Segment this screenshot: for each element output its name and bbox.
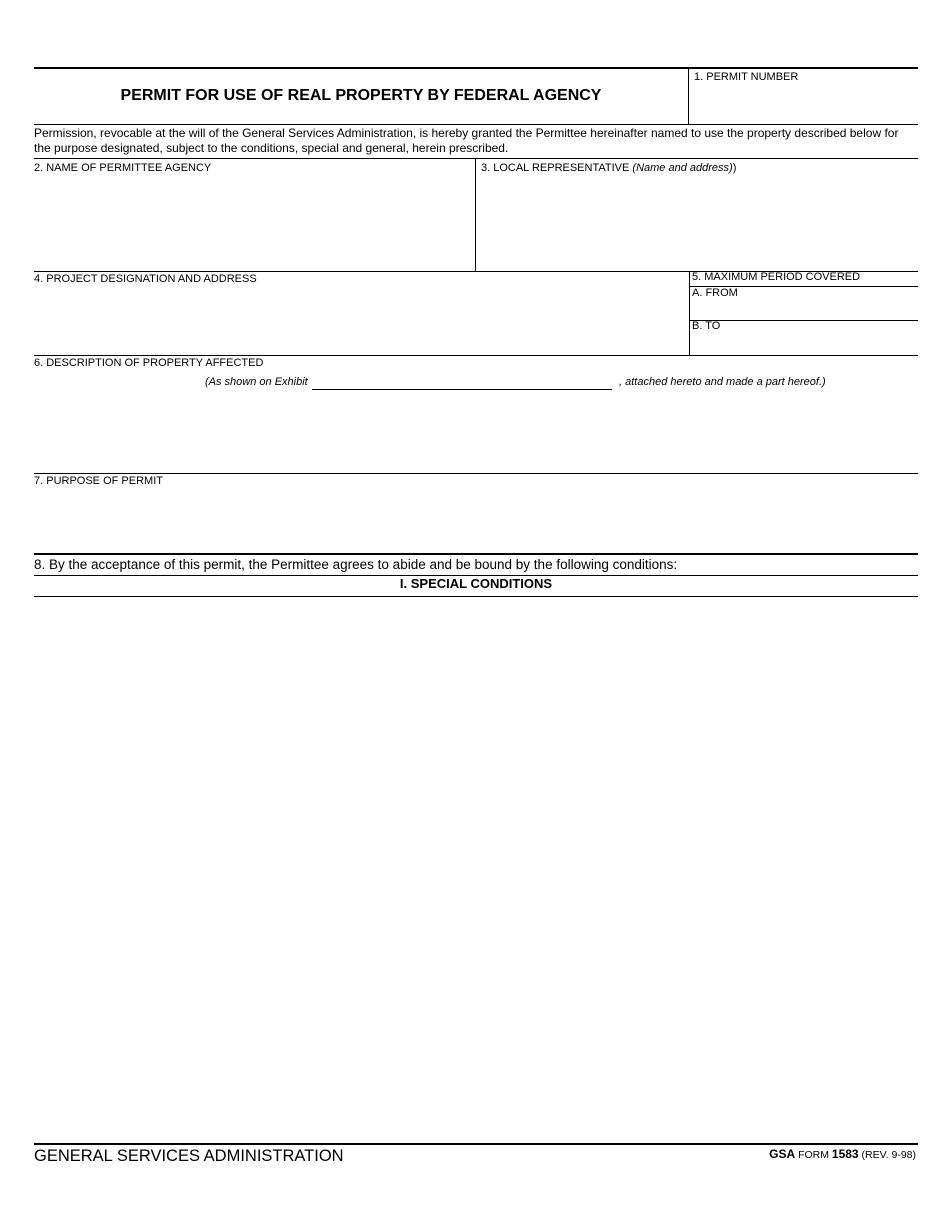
permittee-agency-label: 2. NAME OF PERMITTEE AGENCY bbox=[34, 162, 212, 174]
local-representative-field[interactable] bbox=[478, 178, 916, 268]
project-designation-field[interactable] bbox=[36, 288, 684, 352]
purpose-label: 7. PURPOSE OF PERMIT bbox=[34, 475, 163, 487]
footer-revision: (REV. 9-98) bbox=[858, 1149, 916, 1161]
row4-bottom-rule bbox=[34, 355, 918, 356]
permittee-agency-field[interactable] bbox=[36, 178, 472, 268]
local-representative-note-close: ) bbox=[732, 162, 737, 174]
exhibit-prefix: (As shown on Exhibit bbox=[205, 376, 308, 388]
exhibit-field[interactable] bbox=[312, 374, 612, 389]
permit-number-field[interactable] bbox=[690, 86, 916, 122]
to-field[interactable] bbox=[692, 334, 916, 353]
from-to-rule bbox=[689, 320, 918, 321]
exhibit-underline bbox=[312, 389, 612, 390]
project-designation-label: 4. PROJECT DESIGNATION AND ADDRESS bbox=[34, 273, 257, 285]
to-label: B. TO bbox=[692, 320, 721, 332]
footer-form-word: FORM bbox=[795, 1149, 832, 1161]
row6-bottom-rule bbox=[34, 473, 918, 474]
from-label: A. FROM bbox=[692, 287, 738, 299]
special-conditions-heading: I. SPECIAL CONDITIONS bbox=[399, 576, 553, 591]
permit-number-label: 1. PERMIT NUMBER bbox=[694, 71, 799, 83]
permit-number-divider bbox=[688, 69, 689, 124]
title-bottom-rule bbox=[34, 124, 918, 125]
conditions-intro: 8. By the acceptance of this permit, the Permittee agrees to abide and be bound by the following conditions: bbox=[34, 557, 678, 572]
exhibit-suffix: , attached hereto and made a part hereof.) bbox=[619, 376, 826, 388]
row7-bottom-rule bbox=[34, 553, 918, 555]
special-conditions-field[interactable] bbox=[36, 600, 916, 1135]
permission-bottom-rule bbox=[34, 158, 918, 159]
footer-agency: GENERAL SERVICES ADMINISTRATION bbox=[34, 1147, 344, 1165]
local-representative-label bbox=[481, 162, 736, 175]
permission-text: Permission, revocable at the will of the General Services Administration, is hereby granted the Permittee hereinafter named to use the property described below for the purpose designated, subject to the conditions, special and general, herein prescribed. bbox=[34, 126, 899, 155]
top-rule bbox=[34, 67, 918, 69]
period-divider bbox=[689, 271, 690, 355]
local-representative-note: (Name and address) bbox=[632, 162, 733, 174]
form-title: PERMIT FOR USE OF REAL PROPERTY BY FEDERAL AGENCY bbox=[120, 87, 602, 104]
from-field[interactable] bbox=[692, 301, 916, 319]
agency-rep-divider bbox=[475, 158, 476, 271]
purpose-field[interactable] bbox=[36, 490, 916, 550]
local-representative-label-text: 3. LOCAL REPRESENTATIVE bbox=[481, 162, 633, 174]
footer-form-id bbox=[769, 1147, 916, 1162]
description-label: 6. DESCRIPTION OF PROPERTY AFFECTED bbox=[34, 357, 264, 369]
maximum-period-label: 5. MAXIMUM PERIOD COVERED bbox=[692, 271, 861, 283]
special-conditions-rule bbox=[34, 596, 918, 597]
description-field[interactable] bbox=[36, 396, 916, 470]
footer-form-number: 1583 bbox=[831, 1147, 859, 1161]
footer-rule bbox=[34, 1143, 918, 1145]
footer-gsa: GSA bbox=[769, 1147, 796, 1161]
